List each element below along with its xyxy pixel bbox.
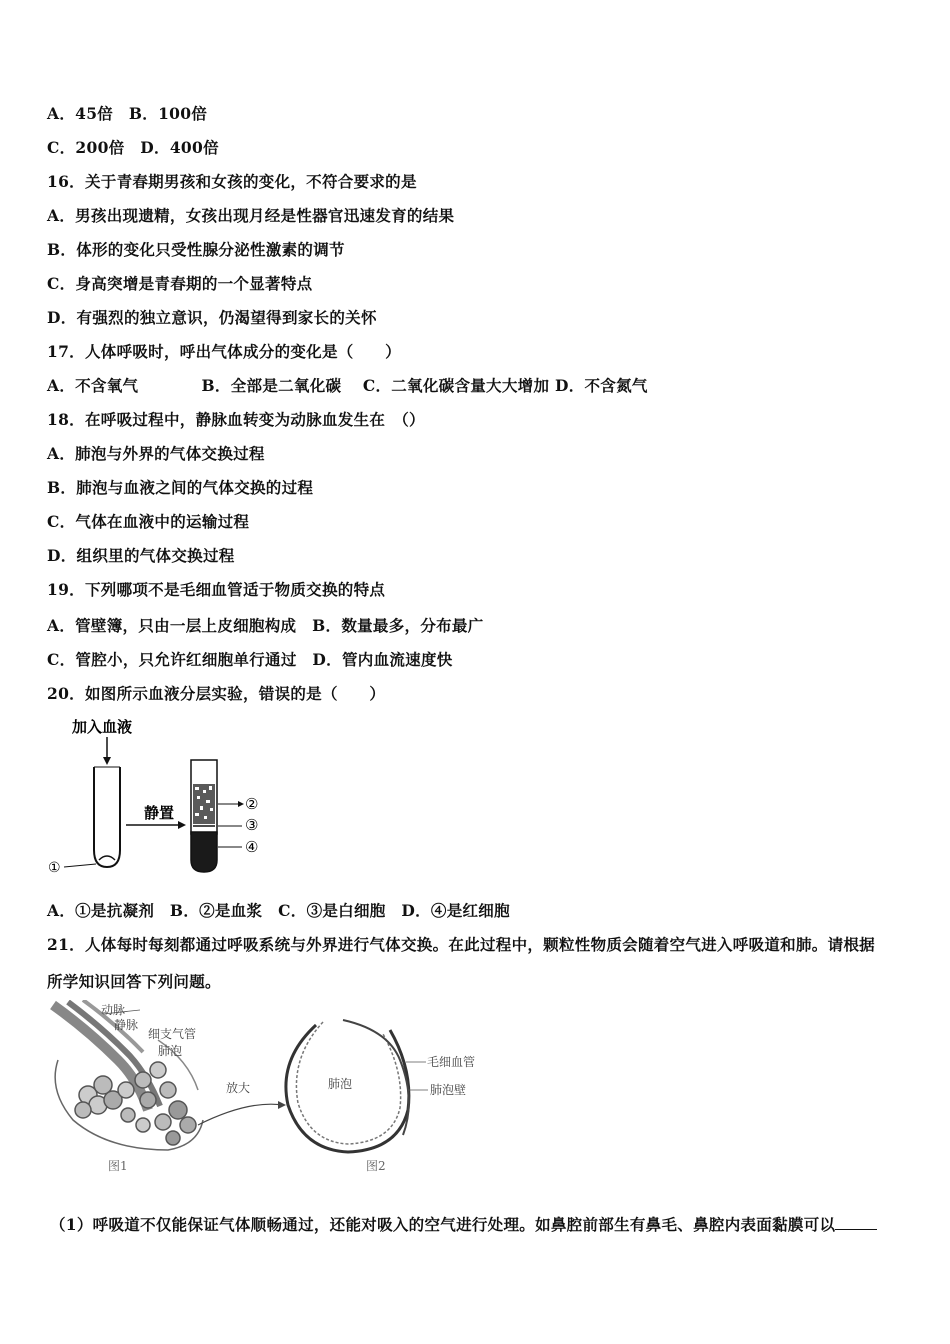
q18-option-c: C．气体在血液中的运输过程 <box>47 512 250 531</box>
q21-part1-text: （1）呼吸道不仅能保证气体顺畅通过，还能对吸入的空气进行处理。如鼻腔前部生有鼻毛、鼻腔内表面黏膜可以 <box>50 1215 836 1234</box>
answer-blank[interactable] <box>835 1228 877 1230</box>
q19-options-ab: A．管壁簿，只由一层上皮细胞构成 B．数量最多，分布最广 <box>47 616 484 635</box>
q18-option-d: D．组织里的气体交换过程 <box>47 546 235 565</box>
magnify-arrow-head <box>278 1101 286 1109</box>
q16-option-d: D．有强烈的独立意识，仍渴望得到家长的关怀 <box>47 308 377 327</box>
marker-3: ③ <box>245 816 259 834</box>
artery-label: 动脉 <box>101 1003 126 1017</box>
stand-arrow-head <box>178 821 186 829</box>
alveolus-inner-label: 肺泡 <box>328 1077 353 1091</box>
q17-stem: 17．人体呼吸时，呼出气体成分的变化是（ ） <box>47 342 401 361</box>
marker-2-head <box>238 801 244 807</box>
q21-part1 <box>50 1213 877 1235</box>
marker-2: ② <box>245 795 259 813</box>
q15-options-ab: A．45倍 B．100倍 <box>47 104 208 123</box>
marker-4: ④ <box>245 838 259 856</box>
marker-1-line <box>64 864 96 867</box>
q19-options-cd: C．管腔小，只允许红细胞单行通过 D．管内血流速度快 <box>47 650 453 669</box>
q18-option-b: B．肺泡与血液之间的气体交换的过程 <box>47 478 314 497</box>
alveoli-figure <box>48 1000 488 1180</box>
fig2-caption: 图2 <box>366 1159 386 1173</box>
q16-option-a: A．男孩出现遗精，女孩出现月经是性器官迅速发育的结果 <box>47 206 455 225</box>
test-tube-left <box>94 767 120 867</box>
q15-options-cd: C．200倍 D．400倍 <box>47 138 219 157</box>
alveolus-label: 肺泡 <box>158 1044 183 1058</box>
q21-stem-line1: 21．人体每时每刻都通过呼吸系统与外界进行气体交换。在此过程中，颗粒性物质会随着空气进入呼吸道和肺。请根据 <box>47 935 875 954</box>
stand-label: 静置 <box>144 804 175 822</box>
q21-stem-line2: 所学知识回答下列问题。 <box>47 972 221 991</box>
plasma-layer <box>193 784 215 824</box>
q18-option-a: A．肺泡与外界的气体交换过程 <box>47 444 265 463</box>
q16-option-b: B．体形的变化只受性腺分泌性激素的调节 <box>47 240 345 259</box>
bronchiole-label: 细支气管 <box>148 1027 197 1041</box>
add-blood-label: 加入血液 <box>72 718 133 736</box>
q16-option-c: C．身高突增是青春期的一个显著特点 <box>47 274 313 293</box>
q16-stem: 16．关于青春期男孩和女孩的变化，不符合要求的是 <box>47 172 417 191</box>
marker-1: ① <box>48 860 61 876</box>
add-arrow-head <box>103 757 111 765</box>
q20-options: A．①是抗凝剂 B．②是血浆 C．③是白细胞 D．④是红细胞 <box>47 901 510 920</box>
q20-stem: 20．如图所示血液分层实验，错误的是（ ） <box>47 684 386 703</box>
anticoagulant-drop <box>99 856 115 860</box>
fig1-caption: 图1 <box>108 1159 128 1173</box>
q19-stem: 19．下列哪项不是毛细血管适于物质交换的特点 <box>47 580 386 599</box>
capillary-label: 毛细血管 <box>427 1055 476 1069</box>
vein-label: 静脉 <box>114 1018 139 1032</box>
magnify-arrow-line <box>198 1104 283 1125</box>
q17-options: A．不含氧气 B．全部是二氧化碳 C．二氧化碳含量大大增加 D．不含氮气 <box>47 376 648 395</box>
magnify-label: 放大 <box>226 1081 251 1095</box>
alveolar-wall-label: 肺泡壁 <box>430 1083 467 1097</box>
blood-layering-figure <box>44 712 284 884</box>
rbc-layer <box>191 832 217 872</box>
q18-stem: 18．在呼吸过程中，静脉血转变为动脉血发生在 （） <box>47 410 425 429</box>
